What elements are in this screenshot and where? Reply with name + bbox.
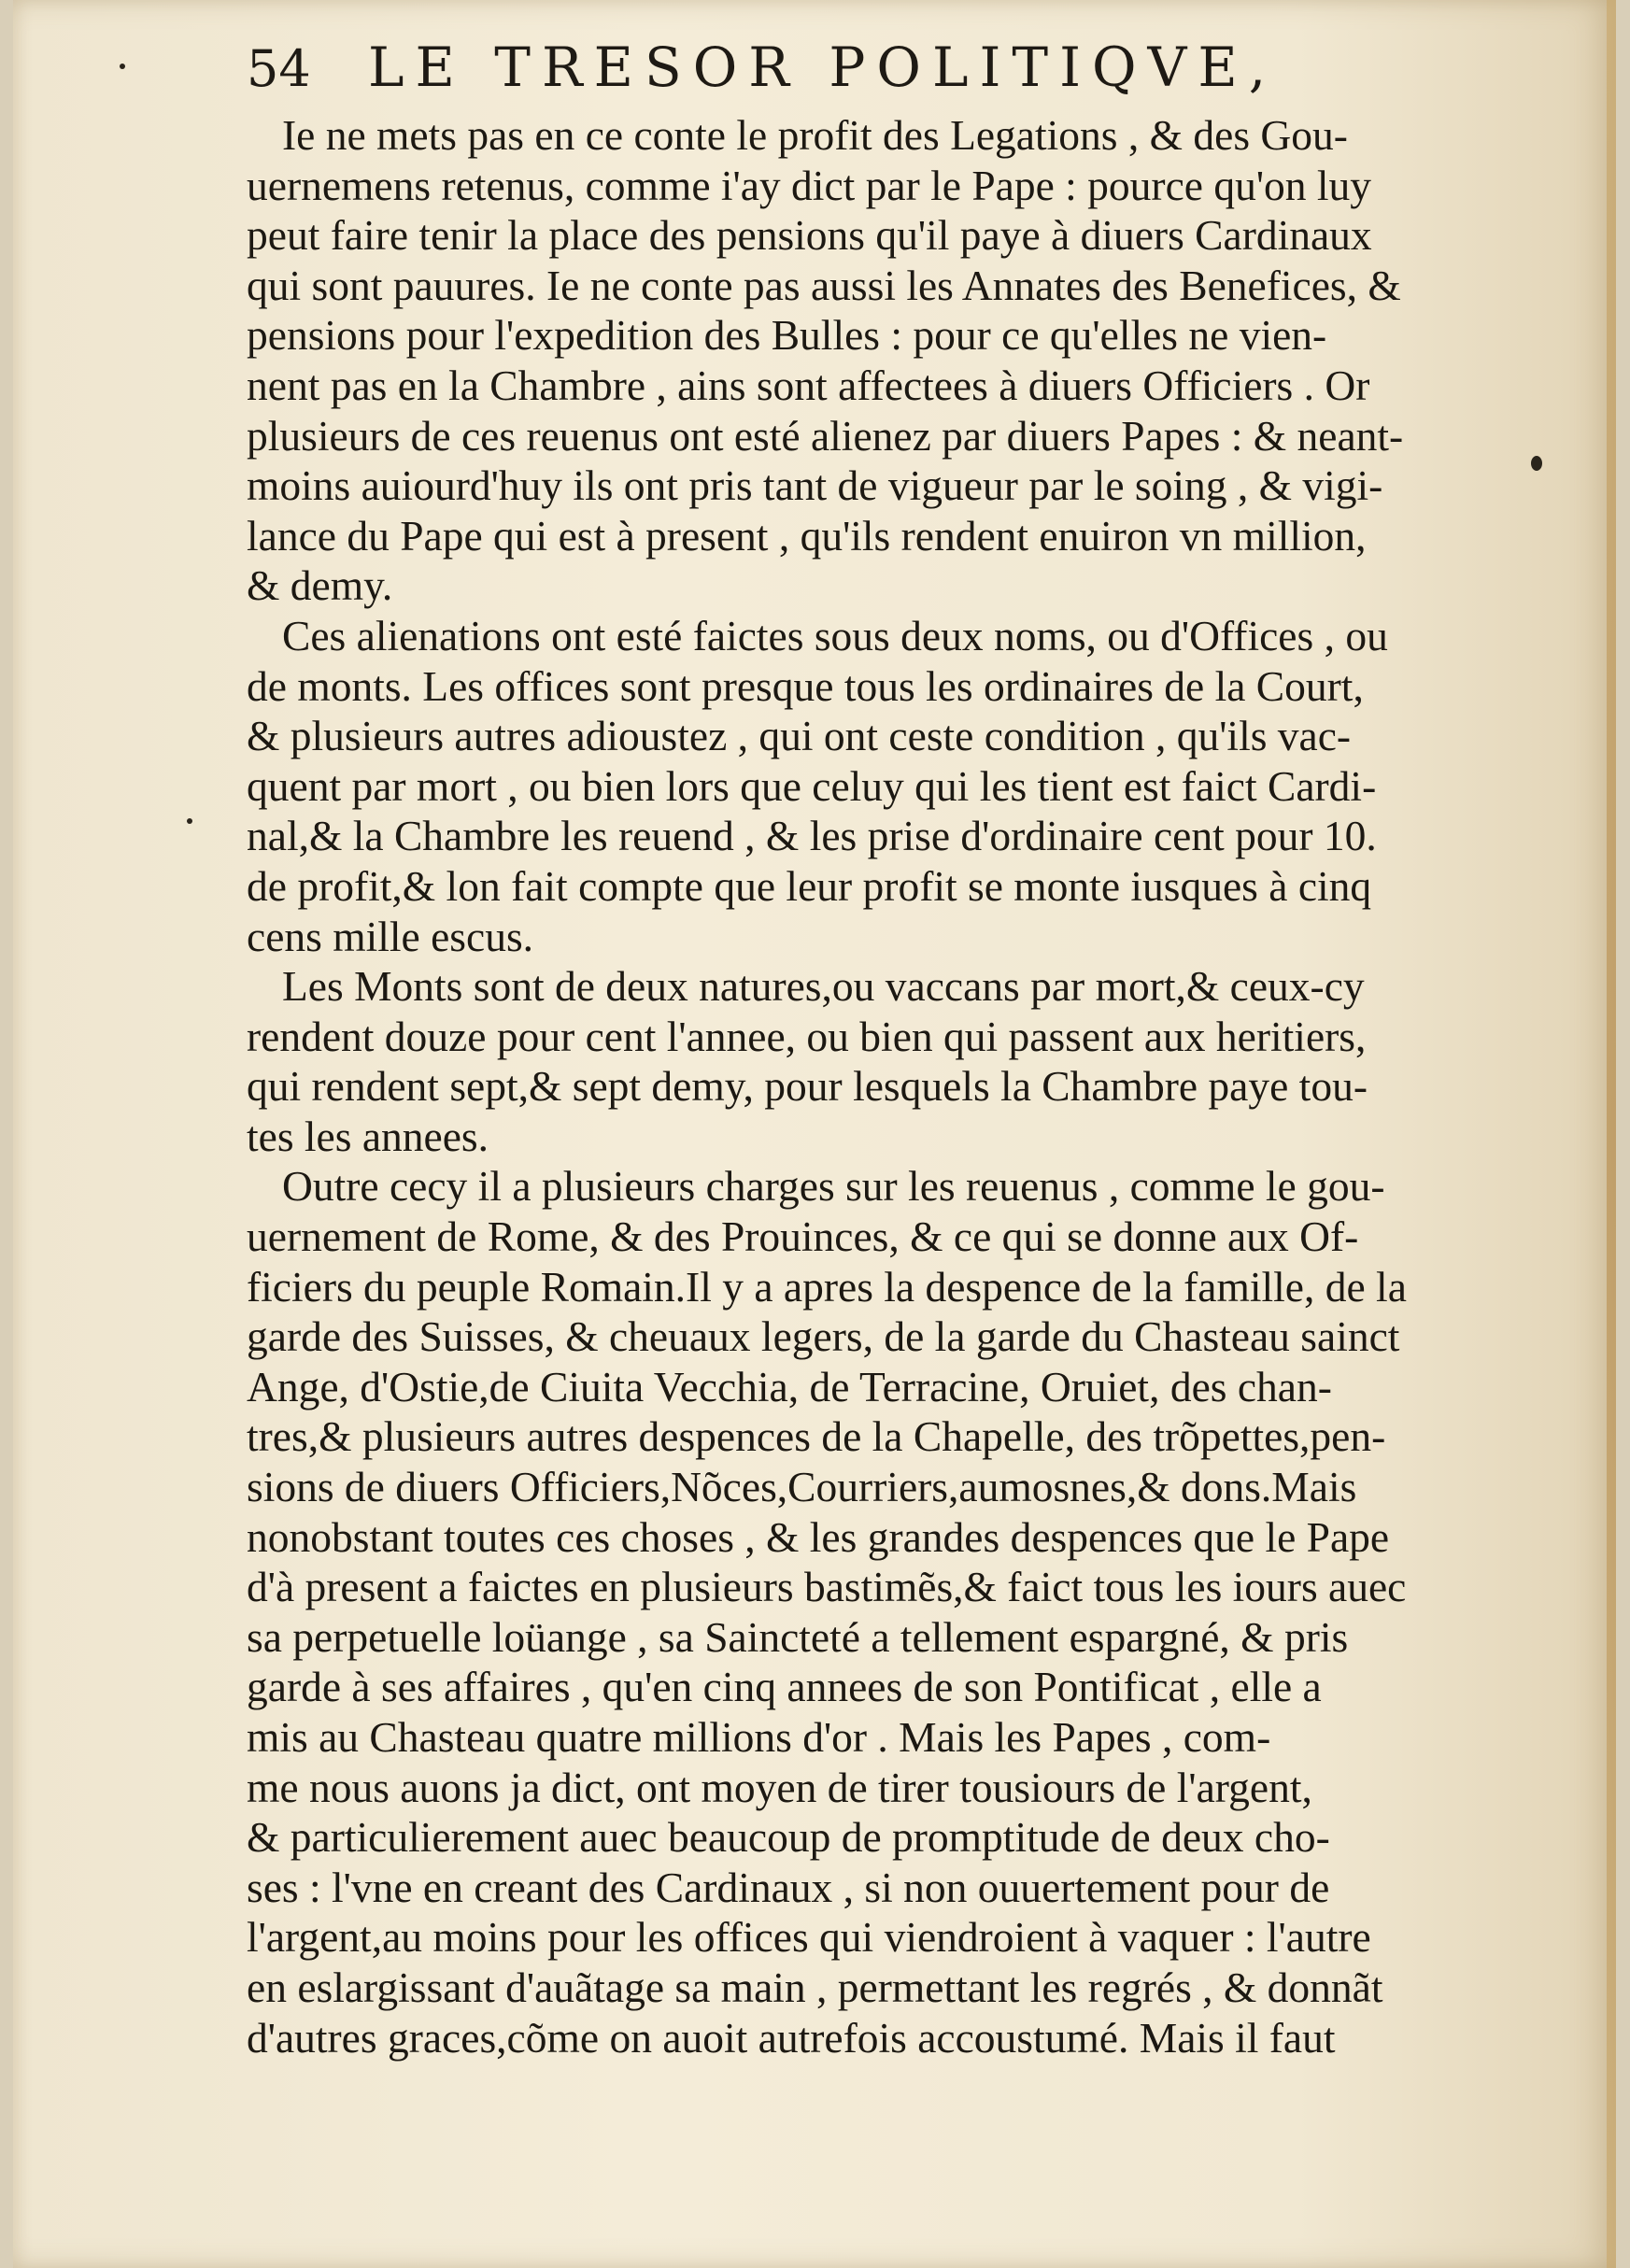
text-line: qui rendent sept,& sept demy, pour lesquels la Chambre paye tou-	[247, 1062, 1368, 1111]
text-line: mis au Chasteau quatre millions d'or . Mais les Papes , com-	[247, 1713, 1271, 1761]
text-line: d'autres graces,cõme on auoit autrefois accoustumé. Mais il faut	[247, 2013, 1336, 2062]
text-line: sions de diuers Officiers,Nõces,Courriers,aumosnes,& dons.Mais	[247, 1463, 1357, 1511]
ink-speck	[1531, 456, 1542, 471]
text-line: l'argent,au moins pour les offices qui viendroient à vaquer : l'autre	[247, 1913, 1371, 1962]
running-title: LE TRESOR POLITIQVE,	[368, 35, 1278, 99]
ink-speck	[120, 64, 125, 69]
ink-speck	[187, 818, 192, 824]
text-line: quent par mort , ou bien lors que celuy qui les tient est faict Cardi-	[247, 761, 1377, 810]
text-line: rendent douze pour cent l'annee, ou bien qui passent aux heritiers,	[247, 1012, 1367, 1060]
book-page	[13, 0, 1616, 2268]
text-line: & demy.	[247, 561, 393, 610]
text-line: en eslargissant d'auãtage sa main , permettant les regrés , & donnãt	[247, 1963, 1383, 2011]
paragraph	[247, 1161, 1470, 2062]
page-header	[247, 35, 1424, 110]
text-line: de profit,& lon fait compte que leur profit se monte iusques à cinq	[247, 861, 1372, 910]
text-line: uernement de Rome, & des Prouinces, & ce qui se donne aux Of-	[247, 1212, 1359, 1261]
text-line: garde à ses affaires , qu'en cinq annees de son Pontificat , elle a	[247, 1663, 1322, 1711]
text-line: lance du Pape qui est à present , qu'ils rendent enuiron vn million,	[247, 511, 1367, 560]
paragraph	[247, 611, 1470, 961]
text-line: qui sont pauures. Ie ne conte pas aussi les Annates des Benefices, &	[247, 261, 1401, 309]
text-line: ses : l'vne en creant des Cardinaux , si non ouuertement pour de	[247, 1863, 1330, 1911]
text-line: de monts. Les offices sont presque tous les ordinaires de la Court,	[247, 661, 1364, 710]
text-line: me nous auons ja dict, ont moyen de tirer tousiours de l'argent,	[247, 1763, 1312, 1811]
text-line: tres,& plusieurs autres despences de la Chapelle, des trõpettes,pen-	[247, 1412, 1386, 1461]
text-line: nonobstant toutes ces choses , & les grandes despences que le Pape	[247, 1512, 1390, 1561]
text-line: uernemens retenus, comme i'ay dict par le Pape : pource qu'on luy	[247, 161, 1372, 209]
text-line: moins auiourd'huy ils ont pris tant de vigueur par le soing , & vigi-	[247, 461, 1383, 510]
text-line: pensions pour l'expedition des Bulles : pour ce qu'elles ne vien-	[247, 311, 1327, 360]
text-line: peut faire tenir la place des pensions qu'il paye à diuers Cardinaux	[247, 211, 1372, 260]
text-line: Ces alienations ont esté faictes sous deux noms, ou d'Offices , ou	[282, 611, 1388, 659]
paragraph	[247, 110, 1470, 611]
text-line: & plusieurs autres adioustez , qui ont ceste condition , qu'ils vac-	[247, 712, 1352, 760]
paragraph	[247, 961, 1470, 1161]
text-line: cens mille escus.	[247, 912, 534, 960]
text-line: d'à present a faictes en plusieurs bastimẽs,& faict tous les iours auec	[247, 1563, 1407, 1611]
body-text	[247, 110, 1470, 2062]
text-line: plusieurs de ces reuenus ont esté alienez par diuers Papes : & neant-	[247, 411, 1404, 460]
text-line: Ie ne mets pas en ce conte le profit des Legations , & des Gou-	[282, 111, 1348, 159]
text-line: garde des Suisses, & cheuaux legers, de la garde du Chasteau sainct	[247, 1312, 1400, 1361]
text-line: sa perpetuelle loüange , sa Saincteté a tellement espargné, & pris	[247, 1612, 1349, 1661]
text-line: & particulierement auec beaucoup de promptitude de deux cho-	[247, 1813, 1330, 1862]
text-line: nent pas en la Chambre , ains sont affectees à diuers Officiers . Or	[247, 361, 1370, 409]
text-line: nal,& la Chambre les reuend , & les prise d'ordinaire cent pour 10.	[247, 812, 1377, 860]
text-line: Ange, d'Ostie,de Ciuita Vecchia, de Terracine, Oruiet, des chan-	[247, 1362, 1332, 1410]
text-line: Outre cecy il a plusieurs charges sur les reuenus , comme le gou-	[282, 1162, 1385, 1211]
text-line: tes les annees.	[247, 1112, 489, 1160]
text-line: Les Monts sont de deux natures,ou vaccans par mort,& ceux-cy	[282, 962, 1365, 1011]
page-number: 54	[247, 39, 311, 98]
text-line: ficiers du peuple Romain.Il y a apres la despence de la famille, de la	[247, 1262, 1407, 1311]
